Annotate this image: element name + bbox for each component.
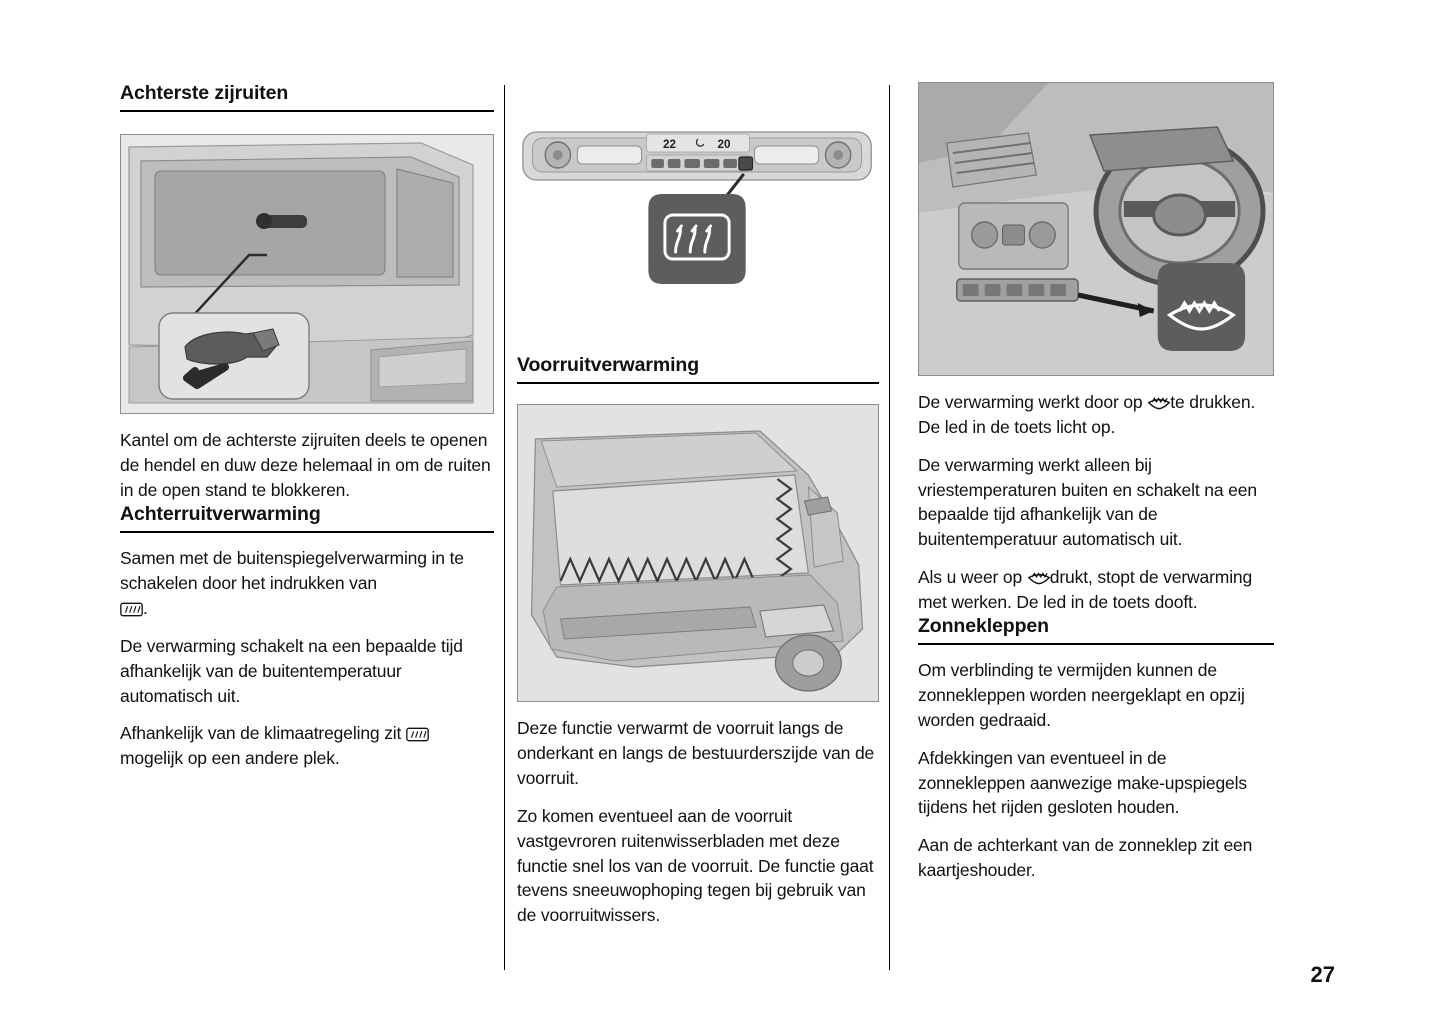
paragraph-rear-heating-intro	[120, 546, 494, 621]
dashboard-windscreen-heating-button-illustration	[919, 83, 1273, 375]
paragraph-climate-position	[120, 721, 494, 771]
paragraph-heating-activation-after: te drukken. De led in de toets licht op.	[918, 392, 1256, 437]
figure-dashboard-button	[918, 82, 1274, 376]
climate-control-panel-illustration	[517, 82, 879, 354]
paragraph-rear-side-windows: Kantel om de achterste zijruiten deels te openen de hendel en duw deze helemaal in om de ruiten in de open stand te blokkeren.	[120, 430, 491, 501]
paragraph-rear-heating-intro-text: Samen met de buitenspiegelverwarming in te schakelen door het indrukken van	[120, 548, 464, 594]
paragraph-sun-visors-glare: Om verblinding te vermijden kunnen de zonnekleppen worden neergeklapt en opzij worden gedraaid.	[918, 660, 1245, 730]
paragraph-heating-activation	[918, 390, 1274, 440]
windscreen-defrost-icon	[1147, 395, 1170, 412]
column-left	[120, 82, 504, 771]
paragraph-sun-visors-card-holder: Aan de achterkant van de zonneklep zit een kaartjeshouder.	[918, 835, 1253, 881]
figure-climate-panel	[517, 82, 879, 354]
paragraph-sun-visors-mirror: Afdekkingen van eventueel in de zonnekleppen aanwezige make-upspiegels tijdens het rijden gesloten houden.	[918, 747, 1247, 818]
windscreen-defrost-icon	[1027, 570, 1050, 587]
paragraph-heating-deactivation	[918, 565, 1274, 615]
paragraph-climate-position-after: mogelijk op een andere plek.	[120, 748, 340, 769]
heading-rear-side-windows: Achterste zijruiten	[120, 82, 494, 112]
heading-rear-window-heating: Achterruitverwarming	[120, 503, 494, 533]
windscreen-heating-illustration	[518, 405, 878, 701]
page-columns	[120, 82, 1332, 972]
svg-text:22: 22	[662, 136, 676, 152]
rear-window-defrost-icon	[406, 726, 429, 743]
paragraph-windscreen-wipers: Zo komen eventueel aan de voorruit vastgevroren ruitenwisserbladen met deze functie snel los van de voorruit. De functie gaat tevens sneeuwophoping tegen bij gebruik van de voorruitwissers.	[517, 805, 874, 926]
paragraph-heating-conditions: De verwarming werkt alleen bij vriestemperaturen buiten en schakelt na een bepaalde tijd afhankelijk van de buitentemperatuur automatisch uit.	[918, 454, 1257, 550]
column-middle	[505, 82, 889, 928]
paragraph-heating-activation-before: De verwarming werkt door op	[918, 392, 1143, 412]
paragraph-heating-deactivation-before: Als u weer op	[918, 567, 1023, 588]
figure-rear-side-window	[120, 134, 494, 414]
paragraph-windscreen-function: Deze functie verwarmt de voorruit langs de onderkant en langs de bestuurderszijde van de voorruit.	[517, 718, 875, 789]
svg-text:20: 20	[717, 136, 731, 152]
column-right	[890, 82, 1274, 883]
paragraph-rear-heating-period: .	[143, 598, 148, 619]
paragraph-climate-position-before: Afhankelijk van de klimaatregeling zit	[120, 723, 402, 744]
paragraph-rear-heating-auto-off: De verwarming schakelt na een bepaalde tijd afhankelijk van de buitentemperatuur automatisch uit.	[120, 635, 463, 706]
paragraph-heating-deactivation-after: drukt, stopt de verwarming met werken. De led in de toets dooft.	[918, 567, 1253, 612]
heading-sun-visors: Zonnekleppen	[918, 615, 1274, 645]
heading-windscreen-heating: Voorruitverwarming	[517, 354, 879, 384]
rear-window-defrost-icon	[120, 601, 143, 618]
rear-side-window-illustration	[121, 135, 493, 413]
page-number: 27	[1310, 962, 1335, 987]
figure-windscreen-heating	[517, 404, 879, 702]
